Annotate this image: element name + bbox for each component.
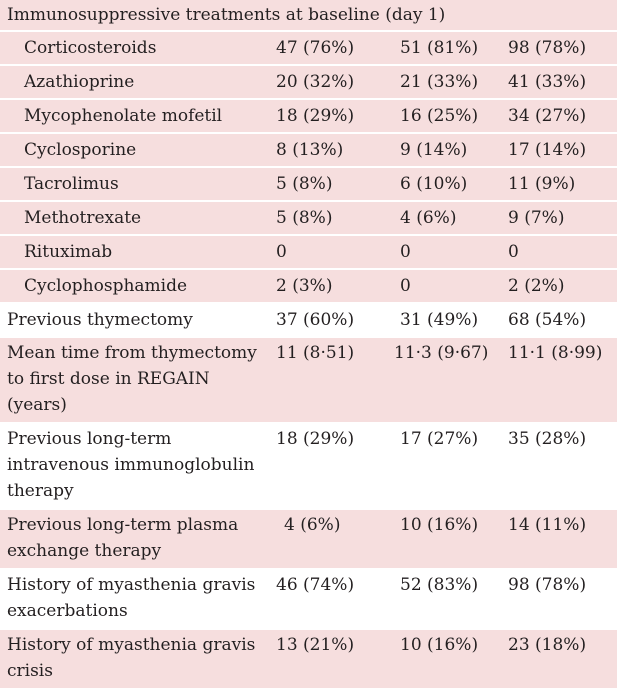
value-group-1: 8 (13%): [276, 140, 344, 160]
value-group-2: 0: [400, 242, 411, 262]
value-total: 41 (33%): [508, 72, 587, 92]
value-group-1: 18 (29%): [276, 106, 355, 126]
table-row: [0, 201, 617, 235]
section-header-row: [0, 0, 617, 31]
value-group-1: 37 (60%): [276, 310, 355, 330]
value-group-2: 17 (27%): [400, 429, 479, 449]
table-row: [0, 31, 617, 65]
table-row: [0, 303, 617, 337]
value-group-1: 11 (8·51): [276, 343, 355, 363]
row-label: Azathioprine: [24, 72, 135, 92]
value-group-2: 10 (16%): [400, 635, 479, 655]
row-label: Cyclophosphamide: [24, 276, 188, 296]
row-label: Previous long-term intravenous immunoglobulin therapy: [7, 429, 255, 501]
value-group-1: 47 (76%): [276, 38, 355, 58]
value-total: 34 (27%): [508, 106, 587, 126]
table-row: [0, 629, 617, 689]
table-row: [0, 99, 617, 133]
value-total: 17 (14%): [508, 140, 587, 160]
row-label: Previous long-term plasma exchange therapy: [7, 515, 239, 561]
value-group-2: 31 (49%): [400, 310, 479, 330]
value-total: 9 (7%): [508, 208, 565, 228]
row-label: History of myasthenia gravis crisis: [7, 635, 256, 681]
value-group-2: 10 (16%): [400, 515, 479, 535]
table-row: [0, 423, 617, 509]
value-group-2: 52 (83%): [400, 575, 479, 595]
value-group-2: 0: [400, 276, 411, 296]
value-group-1: 5 (8%): [276, 208, 333, 228]
value-total: 0: [508, 242, 519, 262]
table-row: [0, 65, 617, 99]
value-group-2: 21 (33%): [400, 72, 479, 92]
row-label: Rituximab: [24, 242, 113, 262]
table-row: [0, 509, 617, 569]
value-total: 98 (78%): [508, 575, 587, 595]
value-total: 14 (11%): [508, 515, 587, 535]
value-group-1: 46 (74%): [276, 575, 355, 595]
row-label: Cyclosporine: [24, 140, 137, 160]
row-label: Mean time from thymectomy to first dose in REGAIN (years): [7, 343, 257, 415]
section-header: Immunosuppressive treatments at baseline (day 1): [7, 5, 446, 25]
value-total: 2 (2%): [508, 276, 565, 296]
row-label: Tacrolimus: [24, 174, 119, 194]
value-group-2: 4 (6%): [400, 208, 457, 228]
value-total: 11 (9%): [508, 174, 576, 194]
value-group-2: 6 (10%): [400, 174, 468, 194]
table-row: [0, 235, 617, 269]
value-total: 11·1 (8·99): [508, 343, 603, 363]
value-group-2: 16 (25%): [400, 106, 479, 126]
value-group-1: 0: [276, 242, 287, 262]
value-group-1: 5 (8%): [276, 174, 333, 194]
row-label: Methotrexate: [24, 208, 142, 228]
value-total: 68 (54%): [508, 310, 587, 330]
value-group-1: 13 (21%): [276, 635, 355, 655]
table-row: [0, 337, 617, 423]
value-group-2: 51 (81%): [400, 38, 479, 58]
row-label: Corticosteroids: [24, 38, 157, 58]
table-row: [0, 269, 617, 303]
value-total: 35 (28%): [508, 429, 587, 449]
value-group-1: 18 (29%): [276, 429, 355, 449]
value-group-2: 11·3 (9·67): [394, 343, 489, 363]
row-label: Previous thymectomy: [7, 310, 193, 330]
value-total: 23 (18%): [508, 635, 587, 655]
table-row: [0, 133, 617, 167]
value-group-1: 2 (3%): [276, 276, 333, 296]
value-group-1: 20 (32%): [276, 72, 355, 92]
row-label: Mycophenolate mofetil: [24, 106, 223, 126]
table-row: [0, 167, 617, 201]
value-total: 98 (78%): [508, 38, 587, 58]
table-row: [0, 569, 617, 629]
value-group-2: 9 (14%): [400, 140, 468, 160]
value-group-1: 4 (6%): [284, 515, 341, 535]
row-label: History of myasthenia gravis exacerbations: [7, 575, 256, 621]
